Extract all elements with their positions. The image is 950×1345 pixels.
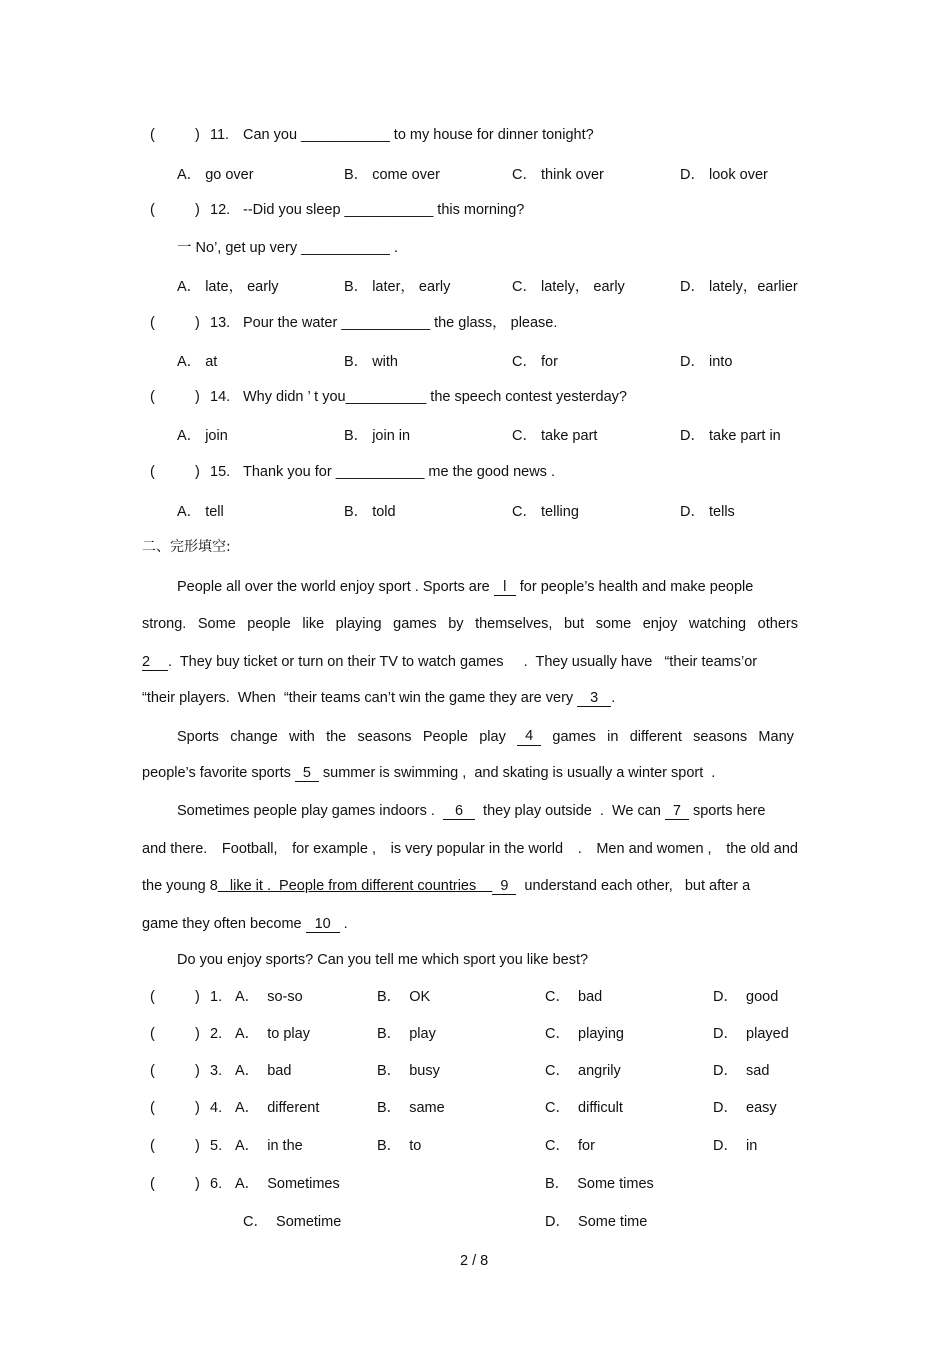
question-number: 13. xyxy=(210,315,231,331)
option-a: A． Sometimes xyxy=(235,1176,340,1192)
question-text: Why didn ’ t you__________ the speech contest yesterday? xyxy=(243,389,627,405)
passage-line: game they often become 10 . xyxy=(142,916,348,932)
answer-paren-open: ( xyxy=(150,464,155,480)
option-b: B． OK xyxy=(377,989,431,1005)
option-c: C． for xyxy=(512,354,558,370)
answer-paren-close: ) xyxy=(195,464,200,480)
option-c: C． lately， early xyxy=(512,279,625,295)
option-a: A． to play xyxy=(235,1026,310,1042)
option-a: A． in the xyxy=(235,1138,303,1154)
option-d: D． look over xyxy=(680,167,768,183)
option-b: B． same xyxy=(377,1100,445,1116)
blank-7: 7 xyxy=(665,803,689,820)
passage-line: 2 . They buy ticket or turn on their TV to watch games . They usually have “their teams’or xyxy=(142,654,758,670)
option-b: B． busy xyxy=(377,1063,440,1079)
option-c: C． Sometime xyxy=(243,1214,342,1230)
answer-paren-close: ) xyxy=(195,389,200,405)
option-d: D． in xyxy=(713,1138,758,1154)
passage-line: People all over the world enjoy sport . Sports are l for people’s health and make people xyxy=(177,579,754,595)
option-b: B． with xyxy=(344,354,398,370)
blank-5: 5 xyxy=(295,765,319,782)
option-a: A． late， early xyxy=(177,279,279,295)
option-c: C． bad xyxy=(545,989,603,1005)
blank-2: 2 xyxy=(142,654,168,671)
question-text: Can you ___________ to my house for dinner tonight? xyxy=(243,127,594,143)
question-number: 5. xyxy=(210,1138,223,1154)
blank-3: 3 xyxy=(577,690,611,707)
option-a: A． bad xyxy=(235,1063,292,1079)
answer-paren-open: ( xyxy=(150,1138,155,1154)
option-d: D． good xyxy=(713,989,779,1005)
blank-1: l xyxy=(494,579,516,596)
option-c: C． angrily xyxy=(545,1063,621,1079)
passage-line: people’s favorite sports 5 summer is swimming , and skating is usually a winter sport . xyxy=(142,765,716,781)
option-c: C． playing xyxy=(545,1026,624,1042)
passage-line: Sports change with the seasons People play 4 games in different seasons Many xyxy=(177,728,794,745)
answer-paren-open: ( xyxy=(150,315,155,331)
question-number: 4. xyxy=(210,1100,223,1116)
page-number: 2 / 8 xyxy=(460,1253,489,1269)
answer-paren-close: ) xyxy=(195,202,200,218)
answer-paren-open: ( xyxy=(150,1063,155,1079)
answer-paren-open: ( xyxy=(150,1176,155,1192)
option-d: D． Some time xyxy=(545,1214,648,1230)
option-a: A． at xyxy=(177,354,218,370)
answer-paren-close: ) xyxy=(195,1176,200,1192)
option-b: B． play xyxy=(377,1026,436,1042)
question-text: Pour the water ___________ the glass， please. xyxy=(243,315,558,331)
option-b: B． come over xyxy=(344,167,440,183)
question-text: --Did you sleep ___________ this morning? xyxy=(243,202,525,218)
answer-paren-open: ( xyxy=(150,1100,155,1116)
blank-6: 6 xyxy=(443,803,475,820)
passage-line: “their players. When “their teams can’t win the game they are very 3 . xyxy=(142,690,616,706)
option-d: D． into xyxy=(680,354,733,370)
option-d: D． played xyxy=(713,1026,789,1042)
answer-paren-open: ( xyxy=(150,389,155,405)
blank-8: like it . People from different countries xyxy=(217,878,493,894)
option-a: A． different xyxy=(235,1100,320,1116)
option-b: B． Some times xyxy=(545,1176,654,1192)
question-number: 11. xyxy=(210,127,230,143)
blank-4: 4 xyxy=(517,728,541,746)
answer-paren-close: ) xyxy=(195,1063,200,1079)
option-c: C． think over xyxy=(512,167,604,183)
option-d: D． take part in xyxy=(680,428,781,444)
option-a: A． so-so xyxy=(235,989,303,1005)
option-b: B． later， early xyxy=(344,279,451,295)
answer-paren-close: ) xyxy=(195,315,200,331)
blank-9: 9 xyxy=(492,878,516,895)
passage-line: Sometimes people play games indoors . 6 they play outside . We can 7 sports here xyxy=(177,803,766,819)
passage-line: strong. Some people like playing games by themselves, but some enjoy watching others xyxy=(142,616,798,632)
option-d: D． lately，earlier xyxy=(680,279,798,295)
answer-paren-close: ) xyxy=(195,1100,200,1116)
option-a: A． tell xyxy=(177,504,224,520)
question-number: 12. xyxy=(210,202,231,218)
answer-paren-open: ( xyxy=(150,202,155,218)
question-number: 3. xyxy=(210,1063,223,1079)
question-number: 6. xyxy=(210,1176,223,1192)
option-b: B． to xyxy=(377,1138,422,1154)
passage-line: the young 8 like it . People from different countries 9 understand each other, but after a xyxy=(142,878,751,894)
question-text: Thank you for ___________ me the good news . xyxy=(243,464,555,480)
answer-paren-open: ( xyxy=(150,127,155,143)
passage-closing-question: Do you enjoy sports? Can you tell me which sport you like best? xyxy=(177,952,589,968)
option-d: D． tells xyxy=(680,504,735,520)
option-c: C． difficult xyxy=(545,1100,623,1116)
option-d: D． easy xyxy=(713,1100,777,1116)
question-reply: 一 No’, get up very ___________ . xyxy=(177,240,398,256)
blank-10: 10 xyxy=(306,916,340,933)
passage-line: and there. Football, for example , is very popular in the world . Men and women , the old and xyxy=(142,841,798,857)
option-c: C． telling xyxy=(512,504,579,520)
option-b: B． told xyxy=(344,504,396,520)
option-d: D． sad xyxy=(713,1063,770,1079)
section-title: 二、完形填空: xyxy=(142,539,231,555)
answer-paren-open: ( xyxy=(150,1026,155,1042)
option-a: A． go over xyxy=(177,167,254,183)
option-b: B． join in xyxy=(344,428,411,444)
answer-paren-close: ) xyxy=(195,127,200,143)
answer-paren-open: ( xyxy=(150,989,155,1005)
answer-paren-close: ) xyxy=(195,1138,200,1154)
option-c: C． take part xyxy=(512,428,598,444)
answer-paren-close: ) xyxy=(195,989,200,1005)
answer-paren-close: ) xyxy=(195,1026,200,1042)
question-number: 1. xyxy=(210,989,223,1005)
option-c: C． for xyxy=(545,1138,595,1154)
question-number: 15. xyxy=(210,464,231,480)
question-number: 14. xyxy=(210,389,231,405)
question-number: 2. xyxy=(210,1026,223,1042)
option-a: A． join xyxy=(177,428,228,444)
